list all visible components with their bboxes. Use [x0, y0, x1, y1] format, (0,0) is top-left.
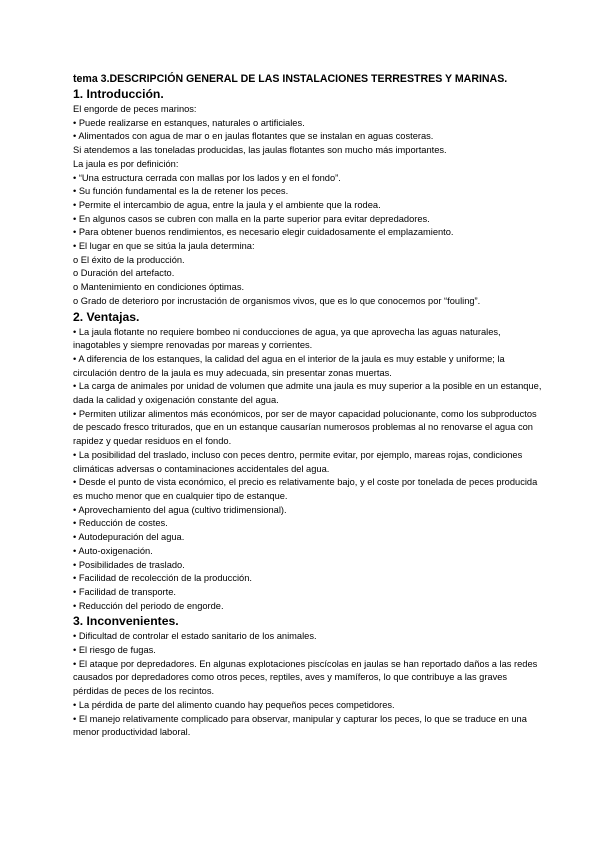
bullet-item: • Auto-oxigenación.	[73, 545, 153, 556]
paragraph: El engorde de peces marinos:	[73, 104, 197, 114]
document-title	[73, 72, 543, 86]
bullet-item: • El ataque por depredadores. En algunas explotaciones piscícolas en jaulas se han reportado daños a las redes causados por depredadores como otros peces, reptiles, aves y mamíferos, lo que contribuye a las graves pérdidas de peces de los recintos.	[73, 658, 538, 697]
section-heading-ventajas: 2. Ventajas.	[73, 309, 140, 324]
bullet-item: • Permite el intercambio de agua, entre la jaula y el ambiente que la rodea.	[73, 199, 381, 210]
sub-bullet-item: o El éxito de la producción.	[73, 254, 185, 265]
bullet-item: • Para obtener buenos rendimientos, es necesario elegir cuidadosamente el emplazamiento.	[73, 227, 454, 238]
bullet-item: • Facilidad de transporte.	[73, 586, 176, 597]
bullet-item: • Autodepuración del agua.	[73, 532, 185, 543]
bullet-item: • Alimentados con agua de mar o en jaulas flotantes que se instalan en aguas costeras.	[73, 131, 434, 142]
section-ventajas	[73, 326, 543, 614]
bullet-item: • La posibilidad del traslado, incluso con peces dentro, permite evitar, por ejemplo, mareas rojas, condiciones climáticas adversas o contaminaciones accidentales del agua.	[73, 449, 523, 474]
bullet-item: • A diferencia de los estanques, la calidad del agua en el interior de la jaula es muy estable y uniforme; la circulación dentro de la jaula es muy adecuada, sin presentar zonas muertas.	[73, 353, 505, 378]
bullet-item: • En algunos casos se cubren con malla en la parte superior para evitar depredadores.	[73, 213, 430, 224]
sub-bullet-item: o Grado de deterioro por incrustación de organismos vivos, que es lo que conocemos por “fouling”.	[73, 295, 481, 306]
bullet-item: • La jaula flotante no requiere bombeo ni conducciones de agua, ya que aprovecha las aguas naturales, inagotables y siempre renovadas por mareas y corrientes.	[73, 326, 501, 351]
sub-bullet-item: o Duración del artefacto.	[73, 268, 175, 279]
section-introduccion	[73, 103, 543, 309]
bullet-item: • El lugar en que se sitúa la jaula determina:	[73, 241, 255, 252]
bullet-item: • Desde el punto de vista económico, el precio es relativamente bajo, y el coste por tonelada de peces producida es mucho menor que en cualquier tipo de estanque.	[73, 477, 538, 501]
section-heading-inconvenientes: 3. Inconvenientes.	[73, 614, 179, 629]
document-body	[73, 72, 543, 740]
bullet-item: • Reducción del periodo de engorde.	[73, 600, 224, 611]
bullet-item: • La pérdida de parte del alimento cuando hay pequeños peces competidores.	[73, 699, 395, 710]
bullet-item: • El riesgo de fugas.	[73, 645, 156, 656]
bullet-item: • Posibilidades de traslado.	[73, 559, 185, 570]
title-lead: tema 3.	[73, 73, 110, 85]
bullet-item: • “Una estructura cerrada con mallas por los lados y en el fondo”.	[73, 172, 341, 183]
title-text: DESCRIPCIÓN GENERAL DE LAS INSTALACIONES TERRESTRES Y MARINAS.	[109, 73, 508, 85]
section-inconvenientes	[73, 630, 543, 740]
bullet-item: • Dificultad de controlar el estado sanitario de los animales.	[73, 631, 317, 642]
bullet-item: • La carga de animales por unidad de volumen que admite una jaula es muy superior a la posible en un estanque, dada la calidad y oxigenación constante del agua.	[73, 381, 542, 406]
section-heading-introduccion: 1. Introducción.	[73, 87, 164, 101]
bullet-item: • Aprovechamiento del agua (cultivo tridimensional).	[73, 504, 287, 515]
bullet-item: • El manejo relativamente complicado para observar, manipular y capturar los peces, lo que se traduce en una menor productividad laboral.	[73, 713, 527, 738]
sub-bullet-item: o Mantenimiento en condiciones óptimas.	[73, 282, 245, 293]
bullet-item: • Reducción de costes.	[73, 518, 168, 529]
paragraph: La jaula es por definición:	[73, 158, 179, 169]
bullet-item: • Puede realizarse en estanques, naturales o artificiales.	[73, 117, 305, 128]
bullet-item: • Permiten utilizar alimentos más económicos, por ser de mayor capacidad polucionante, como los subproductos de pescado fresco triturados, que en un estanque causarían numerosos problemas al no renovarse el agua con rapidez y quedar residuos en el fondo.	[73, 408, 537, 447]
bullet-item: • Facilidad de recolección de la producción.	[73, 573, 252, 584]
paragraph: Si atendemos a las toneladas producidas, las jaulas flotantes son mucho más importantes.	[73, 145, 447, 156]
bullet-item: • Su función fundamental es la de retener los peces.	[73, 186, 289, 197]
